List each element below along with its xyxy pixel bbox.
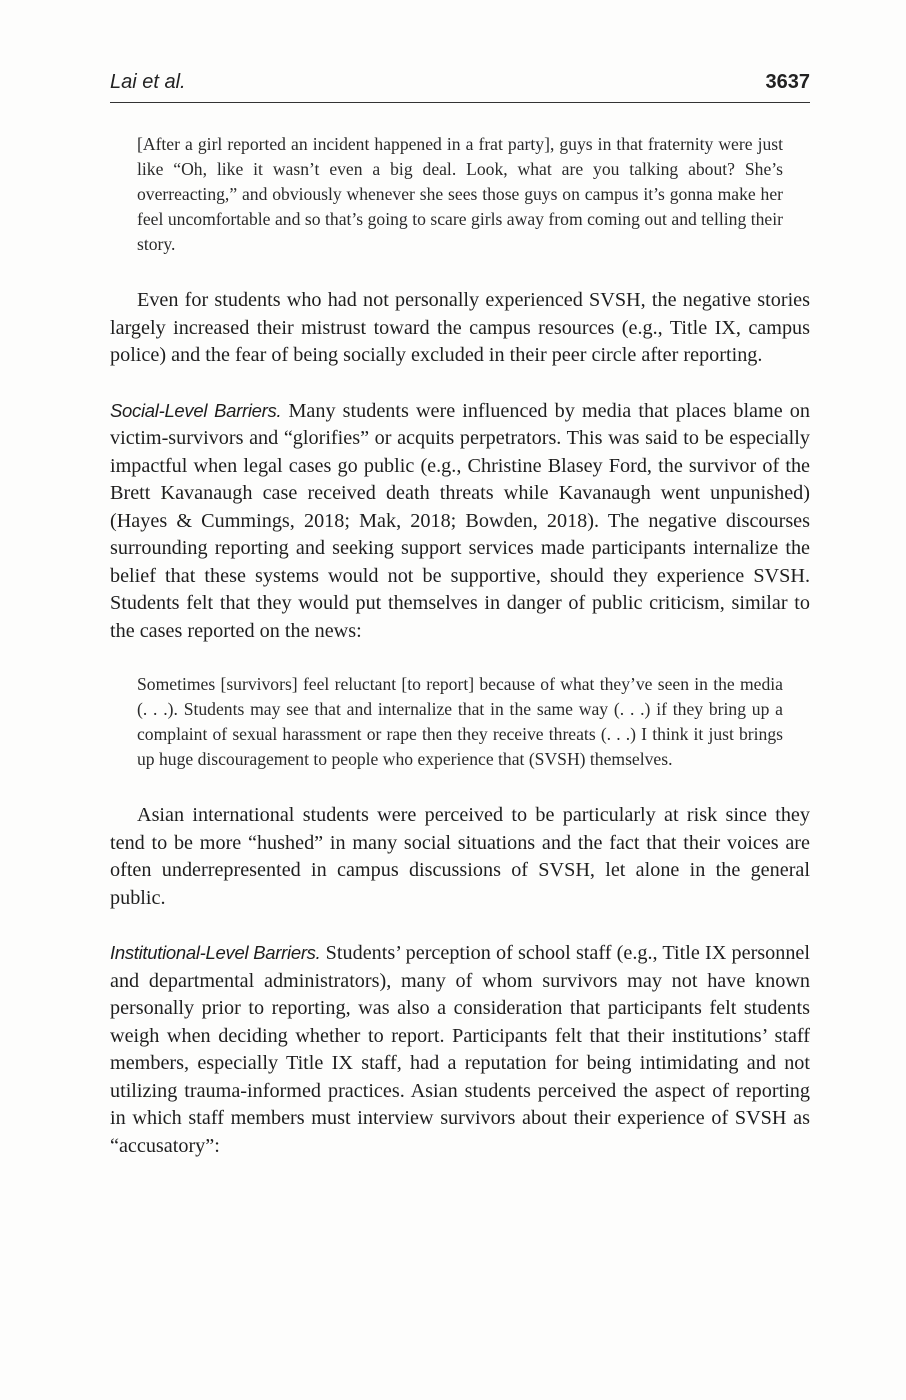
- section-institutional-level: [110, 939, 810, 1160]
- section-heading-social-level: Social-Level Barriers.: [110, 399, 282, 421]
- paragraph-2: Asian international students were perceived to be particularly at risk since they tend to be more “hushed” in many social situations and the fact that their voices are often underrepresented in campus discussions of SVSH, let alone in the general public.: [110, 804, 810, 909]
- page-number: 3637: [765, 71, 810, 93]
- running-head-author: Lai et al.: [110, 71, 186, 93]
- paragraph-1: Even for students who had not personally experienced SVSH, the negative stories largely increased their mistrust toward the campus resources (e.g., Title IX, campus police) and the fear of being socially excluded in their peer circle after reporting.: [110, 289, 810, 366]
- section-social-level: [110, 397, 810, 646]
- body-text: [110, 132, 810, 1160]
- block-quote-2: Sometimes [survivors] feel reluctant [to report] because of what they’ve seen in the media (. . .). Students may see that and internalize that in the same way (. . .) if they bring up a complaint of sexual harassment or rape then they receive threats (. . .) I think it just brings up huge discouragement to people who experience that (SVSH) themselves.: [137, 674, 783, 769]
- section-text-institutional-level: Students’ perception of school staff (e.g., Title IX personnel and departmental administrators), many of whom survivors may not have known personally prior to reporting, was also a consideration that participants felt students weigh when deciding whether to report. Participants felt that their institutions’ staff members, especially Title IX staff, had a reputation for being intimidating and not utilizing trauma-informed practices. Asian students perceived the aspect of reporting in which staff members must interview survivors about their experience of SVSH as “accusatory”:: [110, 942, 811, 1157]
- section-heading-institutional-level: Institutional-Level Barriers.: [110, 942, 321, 963]
- section-text-social-level: Many students were influenced by media that places blame on victim-survivors and “glorifies” or acquits perpetrators. This was said to be especially impactful when legal cases go public (e.g., Christine Blasey Ford, the survivor of the Brett Kavanaugh case received death threats while Kavanaugh went unpunished) (Hayes & Cummings, 2018; Mak, 2018; Bowden, 2018). The negative discourses surrounding reporting and seeking support services made participants internalize the belief that these systems would not be supportive, should they experience SVSH. Students felt that they would put themselves in danger of public criticism, similar to the cases reported on the news:: [110, 399, 810, 642]
- running-header: [110, 70, 810, 103]
- block-quote-1: [After a girl reported an incident happened in a frat party], guys in that fraternity were just like “Oh, like it wasn’t even a big deal. Look, what are you talking about? She’s overreacting,” and obviously whenever she sees those guys on campus it’s gonna make her feel uncomfortable and so that’s going to scare girls away from coming out and telling their story.: [137, 134, 783, 254]
